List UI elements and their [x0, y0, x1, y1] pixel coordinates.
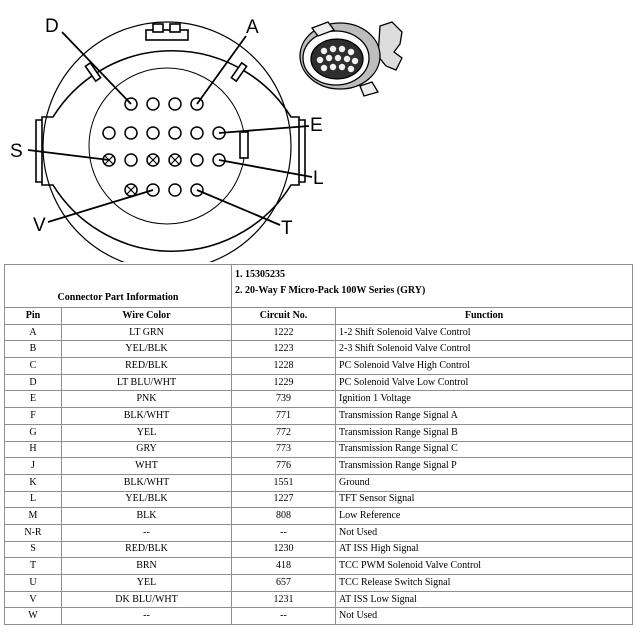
header-function: Function — [336, 308, 633, 325]
cell-wire-color: BRN — [62, 558, 232, 575]
callout-a: A — [246, 17, 259, 38]
cell-function: Ignition 1 Voltage — [336, 391, 633, 408]
callout-v: V — [33, 215, 46, 236]
table-row — [5, 324, 633, 341]
cell-pin: C — [5, 358, 62, 375]
table-row — [5, 508, 633, 525]
table-row — [5, 458, 633, 475]
table-row — [5, 408, 633, 425]
cell-circuit-no: -- — [232, 608, 336, 625]
table-row — [5, 474, 633, 491]
cell-function: TFT Sensor Signal — [336, 491, 633, 508]
cell-circuit-no: 771 — [232, 408, 336, 425]
cell-pin: E — [5, 391, 62, 408]
cell-function: Ground — [336, 474, 633, 491]
cell-pin: S — [5, 541, 62, 558]
cell-pin: V — [5, 591, 62, 608]
connector-thumbnail — [300, 22, 402, 96]
cell-wire-color: BLK — [62, 508, 232, 525]
cell-pin: L — [5, 491, 62, 508]
header-circuit-no: Circuit No. — [232, 308, 336, 325]
table-row — [5, 441, 633, 458]
table-row — [5, 558, 633, 575]
cell-circuit-no: 1228 — [232, 358, 336, 375]
callout-d: D — [45, 16, 59, 37]
cell-circuit-no: 739 — [232, 391, 336, 408]
table-row — [5, 341, 633, 358]
header-wire-color: Wire Color — [62, 308, 232, 325]
cell-wire-color: LT BLU/WHT — [62, 374, 232, 391]
cell-circuit-no: 1230 — [232, 541, 336, 558]
part-description: 2. 20-Way F Micro-Pack 100W Series (GRY) — [235, 285, 426, 296]
cell-function: Transmission Range Signal C — [336, 441, 633, 458]
cell-pin: F — [5, 408, 62, 425]
cell-function: 2-3 Shift Solenoid Valve Control — [336, 341, 633, 358]
callout-s: S — [10, 141, 23, 162]
part-info-values — [232, 265, 633, 308]
cell-function: TCC Release Switch Signal — [336, 575, 633, 592]
cell-circuit-no: 1229 — [232, 374, 336, 391]
callout-e: E — [310, 115, 323, 136]
cell-pin: G — [5, 424, 62, 441]
cell-circuit-no: 776 — [232, 458, 336, 475]
cell-wire-color: YEL/BLK — [62, 491, 232, 508]
cell-circuit-no: 1231 — [232, 591, 336, 608]
connector-diagram — [0, 0, 640, 262]
cell-pin: T — [5, 558, 62, 575]
pin-cavities — [103, 98, 225, 196]
cell-circuit-no: 1551 — [232, 474, 336, 491]
cell-function: Low Reference — [336, 508, 633, 525]
cell-wire-color: DK BLU/WHT — [62, 591, 232, 608]
cell-function: Not Used — [336, 608, 633, 625]
cell-function: TCC PWM Solenoid Valve Control — [336, 558, 633, 575]
table-row — [5, 391, 633, 408]
connector-pinout-table — [4, 264, 633, 625]
cell-circuit-no: 418 — [232, 558, 336, 575]
cell-function: AT ISS Low Signal — [336, 591, 633, 608]
cell-wire-color: YEL/BLK — [62, 341, 232, 358]
table-row — [5, 575, 633, 592]
cell-pin: K — [5, 474, 62, 491]
cell-pin: D — [5, 374, 62, 391]
table-row — [5, 541, 633, 558]
table-row — [5, 491, 633, 508]
cell-function: Not Used — [336, 524, 633, 541]
cell-pin: A — [5, 324, 62, 341]
cell-circuit-no: 1222 — [232, 324, 336, 341]
cell-circuit-no: 808 — [232, 508, 336, 525]
cell-pin: W — [5, 608, 62, 625]
cell-pin: U — [5, 575, 62, 592]
part-info-label: Connector Part Information — [5, 265, 232, 308]
cell-function: PC Solenoid Valve Low Control — [336, 374, 633, 391]
callout-t: T — [281, 218, 293, 239]
cell-circuit-no: 773 — [232, 441, 336, 458]
cell-circuit-no: 772 — [232, 424, 336, 441]
cell-pin: B — [5, 341, 62, 358]
cell-function: Transmission Range Signal P — [336, 458, 633, 475]
table-row — [5, 608, 633, 625]
cell-wire-color: BLK/WHT — [62, 408, 232, 425]
connector-face — [36, 22, 305, 262]
cell-wire-color: LT GRN — [62, 324, 232, 341]
part-number: 1. 15305235 — [235, 269, 286, 280]
cell-function: AT ISS High Signal — [336, 541, 633, 558]
cell-function: Transmission Range Signal B — [336, 424, 633, 441]
callout-l: L — [313, 168, 324, 189]
cell-wire-color: YEL — [62, 575, 232, 592]
cell-wire-color: -- — [62, 524, 232, 541]
cell-wire-color: RED/BLK — [62, 358, 232, 375]
cell-circuit-no: 1227 — [232, 491, 336, 508]
plugged-cavity-marks — [105, 156, 179, 194]
cell-pin: J — [5, 458, 62, 475]
pin-rows — [5, 324, 633, 624]
cell-function: 1-2 Shift Solenoid Valve Control — [336, 324, 633, 341]
cell-function: Transmission Range Signal A — [336, 408, 633, 425]
cell-wire-color: PNK — [62, 391, 232, 408]
table-row — [5, 358, 633, 375]
cell-circuit-no: -- — [232, 524, 336, 541]
cell-circuit-no: 657 — [232, 575, 336, 592]
table-row — [5, 374, 633, 391]
header-pin: Pin — [5, 308, 62, 325]
table-header-row — [5, 308, 633, 325]
cell-wire-color: YEL — [62, 424, 232, 441]
cell-pin: N-R — [5, 524, 62, 541]
table-row — [5, 424, 633, 441]
cell-wire-color: RED/BLK — [62, 541, 232, 558]
cell-circuit-no: 1223 — [232, 341, 336, 358]
cell-wire-color: -- — [62, 608, 232, 625]
cell-wire-color: GRY — [62, 441, 232, 458]
cell-function: PC Solenoid Valve High Control — [336, 358, 633, 375]
part-info-row — [5, 265, 633, 308]
table-row — [5, 591, 633, 608]
cell-wire-color: WHT — [62, 458, 232, 475]
table-row — [5, 524, 633, 541]
cell-wire-color: BLK/WHT — [62, 474, 232, 491]
cell-pin: H — [5, 441, 62, 458]
cell-pin: M — [5, 508, 62, 525]
